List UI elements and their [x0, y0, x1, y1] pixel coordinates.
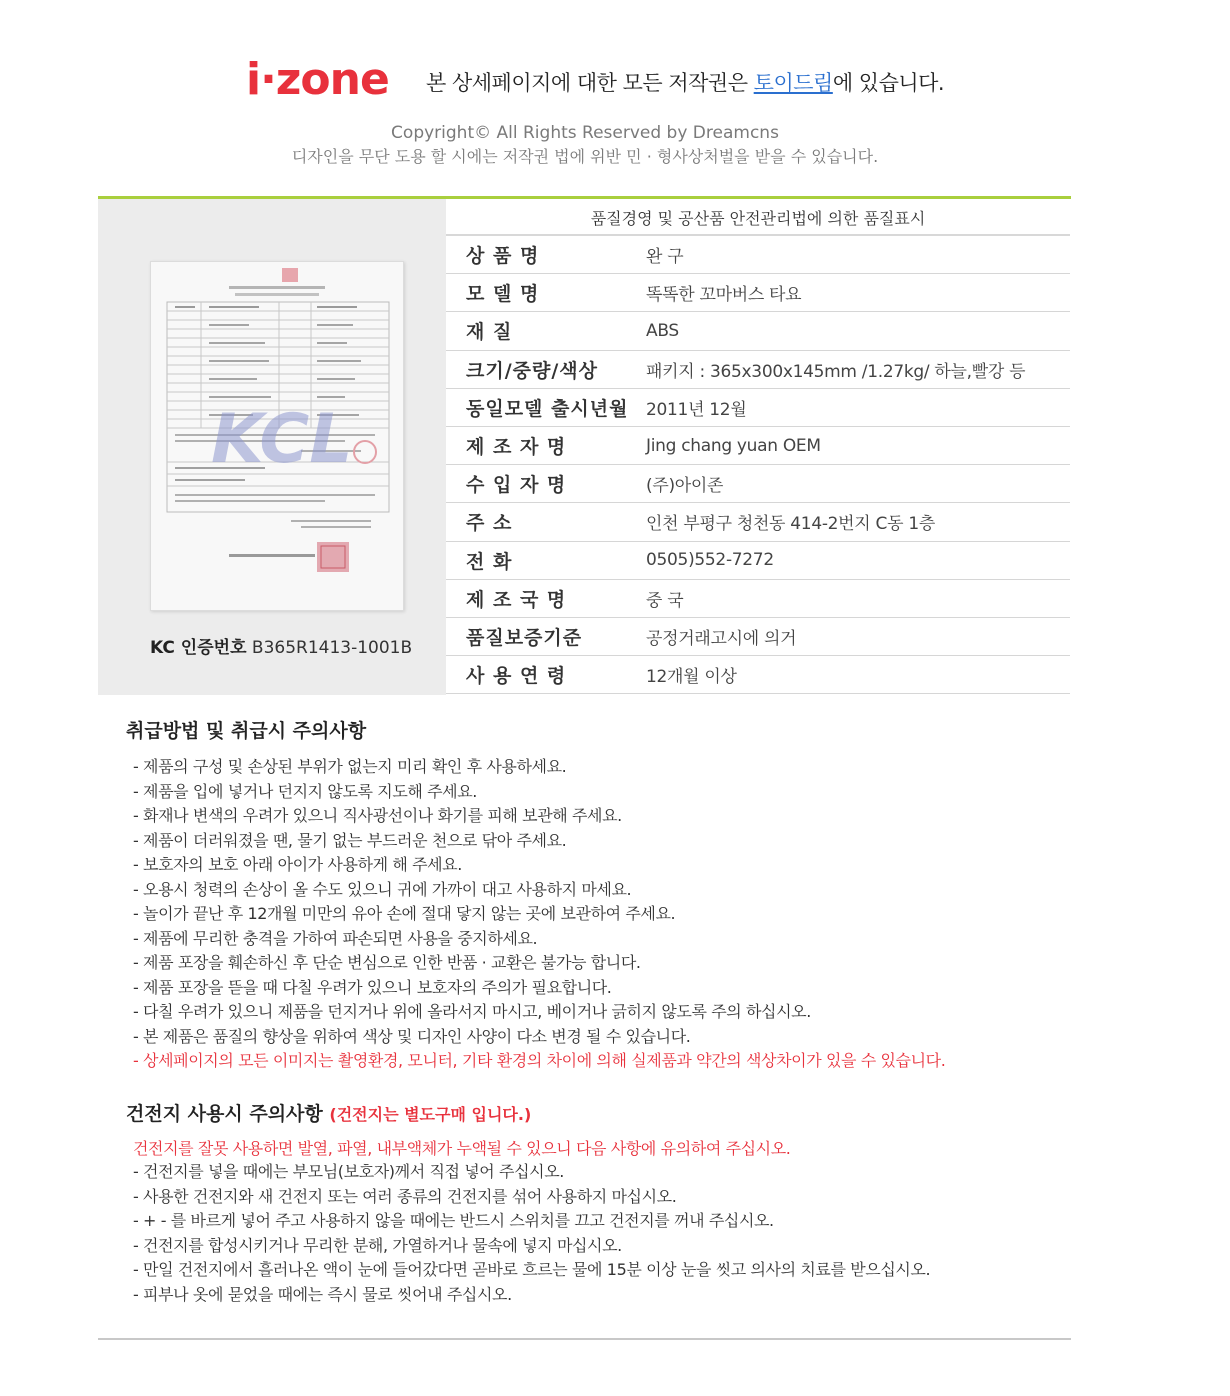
list-item: - 제품을 입에 넣거나 던지지 않도록 지도해 주세요. — [133, 781, 477, 801]
spec-table-caption: 품질경영 및 공산품 안전관리법에 의한 품질표시 — [446, 199, 1070, 236]
spec-value: 공정거래고시에 의거 — [646, 628, 797, 649]
list-item: - 다칠 우려가 있으니 제품을 던지거나 위에 올라서지 마시고, 베이거나 긁히지 않도록 주의 하십시오. — [133, 1002, 811, 1021]
spec-row — [446, 465, 1070, 503]
spec-row — [446, 580, 1070, 618]
spec-label: 전 화 — [466, 550, 513, 573]
certificate-panel — [98, 199, 446, 695]
spec-label: 동일모델 출시년월 — [466, 397, 629, 420]
list-item: - 만일 건전지에서 흘러나온 액이 눈에 들어갔다면 곧바로 흐르는 물에 15분 이상 눈을 씻고 의사의 치료를 받으십시오. — [133, 1260, 931, 1279]
spec-label: 상 품 명 — [466, 245, 540, 268]
legal-warning: 디자인을 무단 도용 할 시에는 저작권 법에 위반 민 · 형사상처벌을 받을 수 있습니다. — [291, 147, 879, 166]
list-item: - 건전지를 넣을 때에는 부모님(보호자)께서 직접 넣어 주십시오. — [133, 1162, 564, 1181]
spec-row — [446, 274, 1070, 312]
handling-title: 취급방법 및 취급시 주의사항 — [126, 720, 367, 742]
headline-suffix: 에 있습니다. — [832, 71, 945, 95]
izone-logo: i·zone — [246, 54, 389, 105]
header — [0, 0, 1230, 200]
kc-cert-number — [150, 633, 412, 658]
battery-intro: 건전지를 잘못 사용하면 발열, 파열, 내부액체가 누액될 수 있으니 다음 사항에 유의하여 주십시오. — [133, 1139, 791, 1158]
quality-spec-table — [446, 199, 1070, 694]
kcl-watermark: KCL — [211, 400, 353, 479]
kc-cert-value: B365R1413-1001B — [251, 638, 413, 658]
spec-row — [446, 236, 1070, 274]
spec-label: 재 질 — [466, 321, 513, 344]
list-item: - 사용한 건전지와 새 건전지 또는 여러 종류의 건전지를 섞어 사용하지 마십시오. — [133, 1186, 677, 1206]
list-item: - 화재나 변색의 우려가 있으니 직사광선이나 화기를 피해 보관해 주세요. — [133, 806, 622, 825]
spec-row — [446, 503, 1070, 541]
spec-label: 주 소 — [466, 512, 513, 535]
battery-list — [133, 1160, 930, 1307]
spec-label: 수 입 자 명 — [466, 474, 567, 497]
list-item: - 피부나 옷에 묻었을 때에는 즉시 물로 씻어내 주십시오. — [133, 1284, 512, 1304]
list-item: - 건전지를 합성시키거나 무리한 분해, 가열하거나 물속에 넣지 마십시오. — [133, 1235, 622, 1255]
battery-title-note: (건전지는 별도구매 입니다.) — [329, 1105, 532, 1124]
spec-value: ABS — [646, 320, 679, 341]
certificate-document-icon — [151, 262, 403, 610]
spec-value: 패키지 : 365x300x145mm /1.27kg/ 하늘,빨강 등 — [646, 361, 1026, 382]
battery-title-text: 건전지 사용시 주의사항 — [126, 1103, 330, 1125]
spec-label: 모 델 명 — [466, 283, 540, 306]
spec-value: 0505)552-7272 — [646, 550, 774, 571]
list-item: - 놀이가 끝난 후 12개월 미만의 유아 손에 절대 닿지 않는 곳에 보관하여 주세요. — [133, 904, 676, 923]
spec-row — [446, 312, 1070, 350]
copyright-line: Copyright© All Rights Reserved by Dreamcns — [391, 123, 779, 143]
spec-row — [446, 542, 1070, 580]
spec-label: 제 조 국 명 — [466, 588, 567, 611]
list-item: - 본 제품은 품질의 향상을 위하여 색상 및 디자인 사양이 다소 변경 될 수 있습니다. — [133, 1026, 691, 1046]
color-disclaimer-item: - 상세페이지의 모든 이미지는 촬영환경, 모니터, 기타 환경의 차이에 의해 실제품과 약간의 색상차이가 있을 수 있습니다. — [133, 1051, 946, 1070]
list-item: - + - 를 바르게 넣어 주고 사용하지 않을 때에는 반드시 스위치를 끄고 건전지를 꺼내 주십시오. — [133, 1211, 774, 1230]
spec-row — [446, 351, 1070, 389]
spec-value: 중 국 — [646, 590, 684, 611]
list-item: - 보호자의 보호 아래 아이가 사용하게 해 주세요. — [133, 855, 462, 874]
kc-certificate-image — [150, 261, 404, 611]
brand-link[interactable]: 토이드림 — [753, 71, 833, 95]
battery-title — [126, 1099, 531, 1126]
list-item: - 제품 포장을 훼손하신 후 단순 변심으로 인한 반품 · 교환은 불가능 합니다. — [133, 953, 641, 972]
spec-value: 12개월 이상 — [646, 667, 737, 688]
spec-value: 똑똑한 꼬마버스 타요 — [646, 285, 802, 306]
spec-row — [446, 427, 1070, 465]
list-item: - 제품이 더러워졌을 땐, 물기 없는 부드러운 천으로 닦아 주세요. — [133, 830, 567, 850]
spec-value: 완 구 — [646, 247, 684, 268]
spec-value: (주)아이존 — [646, 476, 724, 497]
spec-value: Jing chang yuan OEM — [646, 435, 821, 456]
list-item: - 제품 포장을 뜯을 때 다칠 우려가 있으니 보호자의 주의가 필요합니다. — [133, 977, 612, 997]
spec-label: 제 조 자 명 — [466, 436, 567, 459]
kc-cert-label: KC 인증번호 — [150, 638, 247, 658]
list-item: - 제품에 무리한 충격을 가하여 파손되면 사용을 중지하세요. — [133, 928, 538, 948]
spec-row — [446, 656, 1070, 694]
spec-label: 사 용 연 령 — [466, 665, 567, 688]
spec-value: 2011년 12월 — [646, 399, 747, 420]
bottom-divider — [98, 1338, 1071, 1340]
spec-value: 인천 부평구 청천동 414-2번지 C동 1층 — [646, 514, 935, 535]
copyright-headline — [426, 68, 944, 98]
handling-list — [133, 755, 945, 1074]
spec-row — [446, 389, 1070, 427]
spec-label: 크기/중량/색상 — [466, 359, 599, 382]
list-item: - 오용시 청력의 손상이 올 수도 있으니 귀에 가까이 대고 사용하지 마세요. — [133, 879, 632, 899]
spec-label: 품질보증기준 — [466, 626, 583, 649]
headline-prefix: 본 상세페이지에 대한 모든 저작권은 — [426, 71, 754, 95]
list-item: - 제품의 구성 및 손상된 부위가 없는지 미리 확인 후 사용하세요. — [133, 757, 567, 776]
spec-row — [446, 618, 1070, 656]
